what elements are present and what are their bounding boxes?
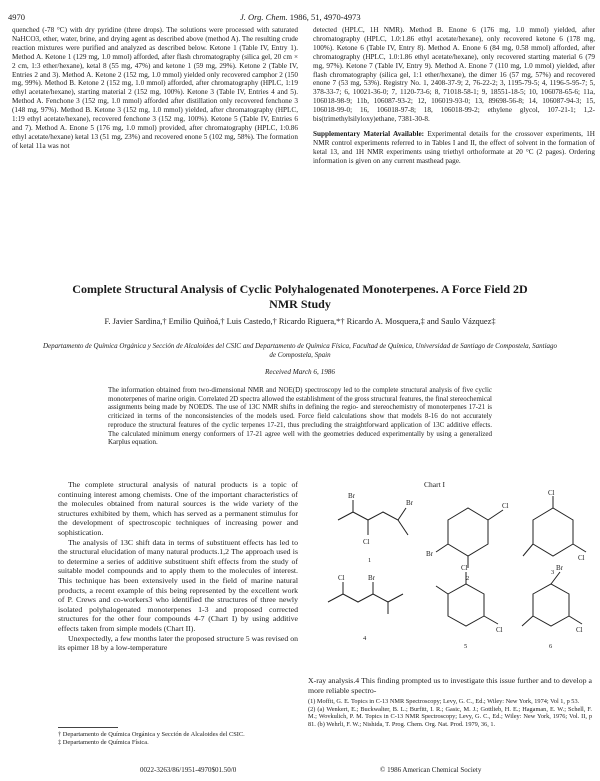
top-right-text: detected (HPLC, 1H NMR). Method B. Enone 6 (176 mg, 1.0 mmol) yielded, after chromatography (HPLC, 1.0:1.86 ethyl acetate/hexane), only recovered ketone 6 (178 mg, 100%). Ketone 6 (Table IV, Entry 8). Method A. Enone 6 (84 mg, 0.58 mmol) afforded, after chromatography (HPLC, 1.0:1.86 ethyl acetate/hexane), only recovered starting material 6 (79 mg, 97%). Ketone 7 (Table IV, Entry 9). Method A. Enone 7 (110 mg, 1.0 mmol) yielded, after flash chromatography (silica gel, 1:1 ether/hexane), the dimer 16 (57 mg, 57%) and recovered enone 7 (53 mg, 53%). Registry No. 1, 2408-37-9; 2, 76-22-2; 3, 1195-79-5; 4, 1196-5-95-7; 5, 378-33-7; 6, 10021-36-0; 7, 1120-73-6; 8, 71018-58-1; 9, 18551-18-5; 10, 106078-65-6; 11a, 106018-98-9; 11b, 106087-93-2; 12, 106019-93-0; 13, 89698-56-8; 14, 106087-94-3; 15, 106018-99-0; 16, 106018-97-8; 18, 106018-99-2; ethylene glycol, 107-21-1; 1,2-bis(trimethylsilyloxy)ethane, 7381-30-8.: [313, 26, 595, 124]
journal-name: J. Org. Chem.: [240, 12, 288, 22]
body-left-column: [58, 480, 298, 653]
atom-label: Cl: [363, 538, 370, 546]
article-authors: F. Javier Sardina,† Emilio Quiñoá,† Luis Castedo,† Ricardo Riguera,*† Ricardo A. Mosquera,‡ and Saulo Vázquez‡: [104, 317, 496, 326]
article-title: Complete Structural Analysis of Cyclic Polyhalogenated Monoterpenes. A Force Field 2D NMR Study: [72, 282, 528, 311]
atom-label: Cl: [576, 626, 583, 634]
compound-label: 2: [466, 575, 470, 582]
compound-label: 3: [551, 569, 555, 576]
structure-1: [338, 500, 408, 535]
supplementary-heading: Supplementary Material Available:: [313, 129, 425, 138]
footnote: † Departamento de Química Orgánica y Sección de Alcaloides del CSIC.: [58, 731, 245, 738]
chart-structures: [308, 490, 593, 670]
structure-3: [523, 496, 586, 556]
footnote-rule: [58, 727, 118, 728]
atom-label: Br: [348, 492, 355, 500]
atom-label: Cl: [548, 490, 555, 497]
body-paragraph: Unexpectedly, a few months later the proposed structure 5 was revised on its epimer 18 by a low-temperature: [58, 633, 298, 653]
journal-volume: 1986, 51, 4970-4973: [289, 12, 361, 22]
structure-6: [522, 572, 582, 626]
atom-label: Cl: [502, 502, 509, 510]
atom-label: Cl: [578, 554, 585, 562]
body-right-text: X-ray analysis.4 This finding prompted us to investigate this issue further and to develop a more reliable spectro-: [308, 676, 592, 695]
footnote: ‡ Departamento de Química Física.: [58, 739, 149, 746]
chart-title: Chart I: [424, 480, 446, 489]
article-code: 0022-3263/86/1951-4970$01.50/0: [140, 766, 237, 774]
article-affiliation: Departamento de Química Orgánica y Sección de Alcaloides del CSIC and Departamento de Química Física, Facultad de Química, Universidad de Santiago de Compostela, Santiago de Compostela, Spain: [42, 342, 558, 359]
atom-label: Br: [426, 550, 433, 558]
atom-label: Br: [406, 499, 413, 507]
received-date: Received March 6, 1986: [265, 368, 335, 376]
top-left-text: quenched (-78 °C) with dry pyridine (three drops). The solutions were processed with saturated NaHCO3, ether, water, brine, and drying agent as described above (method A). The resulting crude reaction mixtures were purified and analyzed as described below. Ketone 1 (Table IV, Entry 1). Method A. Ketone 1 (129 mg, 1.0 mmol) afforded, after flash chromatography (silica gel, 20 cm × 2 cm, 1:3 ether/hexane), ketal 8 (55 mg, 47%) and ketone 1 (59 mg, 29%). Ketone 2 (Table IV, Entries 2 and 3). Method A. Ketone 2 (152 mg, 1.0 mmol) yielded only recovered camphor 2 (150 mg, 99%). Method B. Ketone 2 (152 mg, 1.0 mmol) afforded, after chromatography (HPLC, 1:19 ethyl acetate/hexane), starting material 2 (152 mg, 100%). Ketone 3 (Table IV, Entries 4 and 5). Method A. Fenchone 3 (152 mg, 1.0 mmol) afforded after distillation only recovered fenchone 3 (148 mg, 97%). Method B. Ketone 3 (152 mg, 1.0 mmol) yielded, after chromatography (HPLC, 1:19 ethyl acetate/hexane), recovered fenchone 3 (152 mg, 100%). Ketone 5 (Table IV, Entries 6 and 7). Method A. Enone 5 (176 mg, 1.0 mmol) provided, after chromatography (HPLC, 1:0.86 ethyl acetate/hexane) ketal 13 (51 mg, 23%) and recovered enone 5 (102 mg, 58%). The formation of ketal 11a was not: [12, 26, 298, 150]
compound-label: 4: [363, 635, 367, 642]
atom-label: Cl: [496, 626, 503, 634]
abstract: The information obtained from two-dimensional NMR and NOE(D) spectroscopy led to the complete structural analysis of five cyclic monoterpenes of marine origin. Correlated 2D spectra allowed the establishment of the gross structural features, the final stereochemical assignments being made by NOEDS. The use of 13C NMR shifts in defining the regio- and stereochemistry of monoterpenes 17-21 is criticized in terms of the nonconsistencies of the models used. Force field calculations show that models 8-16 do not accurately reproduce the structural features of the cyclic terpenes 17-21, thus precluding the straightforward application of 13C additive effects. The calculated minimum energy conformers of 17-21 agree well with the geometries deduced experimentally by using a generalized Karplus equation.: [108, 386, 492, 447]
footnote: (2) (a) Wenkert, E.; Buckwalter, B. L.; Burfitt, I. R.; Gasic, M. J.; Gottlieb, H. E.; Hagaman, E. W.; Schell, F. M.; Wovkulich, P. M. Topics in C-13 NMR Spectroscopy; Levy, G. C., Ed.; Wiley: New York, 1976; Vol. II, p 81. (b) Wehrli, F. W.; Nishida, T. Prog. Chem. Org. Nat. Prod. 1979, 36, 1.: [308, 705, 592, 728]
supplementary-text: Experimental details for the crossover experiments, 1H NMR control experiments referred to in Tables I and II, the effect of solvent in the formation of ketal 13, and 1H NMR experiments using triethyl orthoformate at 20 °C (2 pages). Ordering information is given on any current masthead page.: [313, 129, 595, 165]
supplementary-material: [313, 130, 595, 166]
structure-4: [328, 582, 403, 614]
copyright: © 1986 American Chemical Society: [380, 766, 482, 774]
atom-label: Br: [368, 574, 375, 582]
structure-2: [436, 508, 503, 568]
footnote: (1) Moffit, G. E. Topics in C-13 NMR Spectroscopy; Levy, G. C., Ed.; Wiley: New York, 1974; Vol 1, p 53.: [308, 698, 580, 705]
compound-label: 5: [464, 643, 468, 650]
atom-label: Cl: [338, 574, 345, 582]
body-paragraph: The analysis of 13C shift data in terms of substituent effects has led to the structural elucidation of many natural products.1,2 The approach used is to determine a series of additive substituent shift effects from the study of suitable model compounds and to apply them to the molecules of interest. This technique has been extensively used in the field of marine natural products, a recent example of this being represented by the excellent work of P. Crews and co-workers3 who identified the structures of three newly isolated polyhalogenated monoterpenes 1-3 and proposed corrected structures for the other four compounds 4-7 (Chart I) by using additive effects taken from simple models (Chart II).: [58, 537, 298, 633]
footnotes-right: [308, 698, 592, 728]
page-number: 4970: [8, 12, 25, 22]
footnotes-left: [58, 727, 298, 747]
atom-label: Cl: [461, 564, 468, 572]
atom-label: Br: [556, 564, 563, 572]
top-right-column: [313, 26, 595, 166]
compound-label: 6: [549, 643, 553, 650]
body-paragraph: The complete structural analysis of natural products is a topic of continuing interest among chemists. One of the important characteristics of the molecules obtained from natural sources is the wide variety of the structures exhibited by them, which has served as a permanent stimulus for the development of spectroscopic techniques of increasing power and sophistication.: [58, 480, 298, 537]
compound-label: 1: [368, 557, 372, 564]
journal-header: [240, 12, 361, 22]
